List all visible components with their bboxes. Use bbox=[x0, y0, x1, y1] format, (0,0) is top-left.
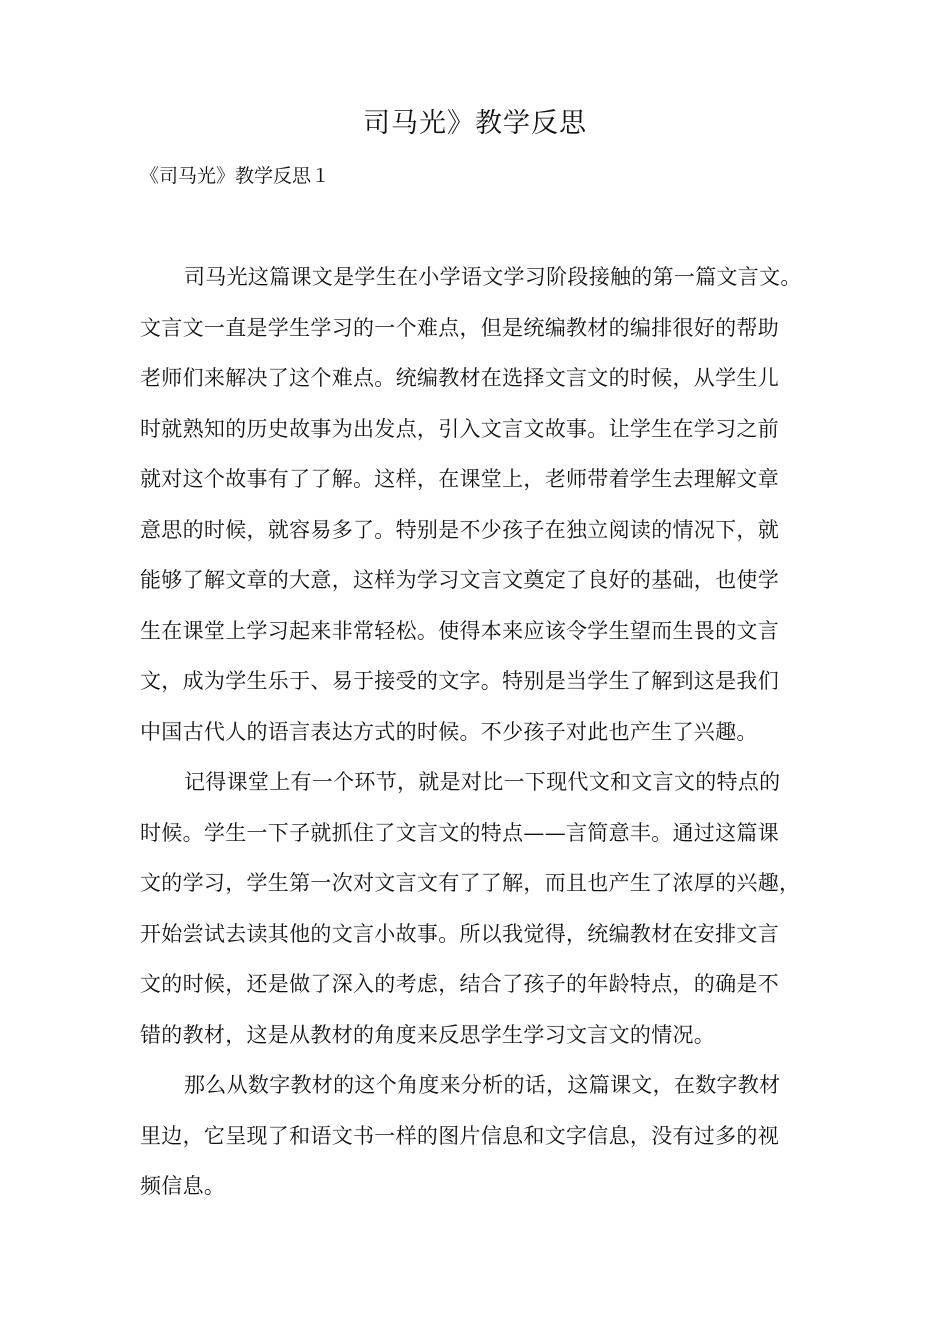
paragraph-line: 司马光这篇课文是学生在小学语文学习阶段接触的第一篇文言文。 bbox=[184, 265, 802, 289]
paragraph-line: 开始尝试去读其他的文言小故事。所以我觉得，统编教材在安排文言 bbox=[140, 921, 779, 946]
document-title: 司马光》教学反思 bbox=[363, 108, 587, 139]
paragraph-line: 老师们来解决了这个难点。统编教材在选择文言文的时候，从学生儿 bbox=[140, 366, 779, 390]
paragraph-line: 文的学习，学生第一次对文言文有了了解，而且也产生了浓厚的兴趣， bbox=[140, 871, 801, 895]
paragraph-line: 里边，它呈现了和语文书一样的图片信息和文字信息，没有过多的视 bbox=[140, 1123, 779, 1148]
paragraph-line: 记得课堂上有一个环节，就是对比一下现代文和文言文的特点的 bbox=[184, 770, 781, 794]
section-heading: 《司马光》教学反思１ bbox=[140, 165, 331, 187]
paragraph-line: 文的时候，还是做了深入的考虑，结合了孩子的年龄特点，的确是不 bbox=[140, 972, 779, 996]
paragraph-line: 就对这个故事有了了解。这样，在课堂上，老师带着学生去理解文章 bbox=[140, 467, 779, 491]
paragraph-line: 文言文一直是学生学习的一个难点，但是统编教材的编排很好的帮助 bbox=[140, 315, 779, 340]
paragraph-line: 错的教材，这是从教材的角度来反思学生学习文言文的情况。 bbox=[140, 1022, 716, 1047]
paragraph-line: 能够了解文章的大意，这样为学习文言文奠定了良好的基础，也使学 bbox=[140, 568, 779, 592]
paragraph-line: 意思的时候，就容易多了。特别是不少孩子在独立阅读的情况下，就 bbox=[140, 517, 779, 542]
paragraph-line: 时候。学生一下子就抓住了文言文的特点——言简意丰。通过这篇课 bbox=[140, 820, 779, 845]
paragraph-line: 时就熟知的历史故事为出发点，引入文言文故事。让学生在学习之前 bbox=[140, 416, 779, 441]
paragraph-line: 生在课堂上学习起来非常轻松。使得本来应该令学生望而生畏的文言 bbox=[140, 618, 779, 643]
paragraph-line: 频信息。 bbox=[140, 1174, 226, 1198]
body-text bbox=[140, 252, 830, 1212]
paragraph-line: 那么从数字教材的这个角度来分析的话，这篇课文，在数字教材 bbox=[184, 1073, 781, 1097]
paragraph-line: 文，成为学生乐于、易于接受的文字。特别是当学生了解到这是我们 bbox=[140, 669, 779, 693]
paragraph-line: 中国古代人的语言表达方式的时候。不少孩子对此也产生了兴趣。 bbox=[140, 719, 758, 744]
